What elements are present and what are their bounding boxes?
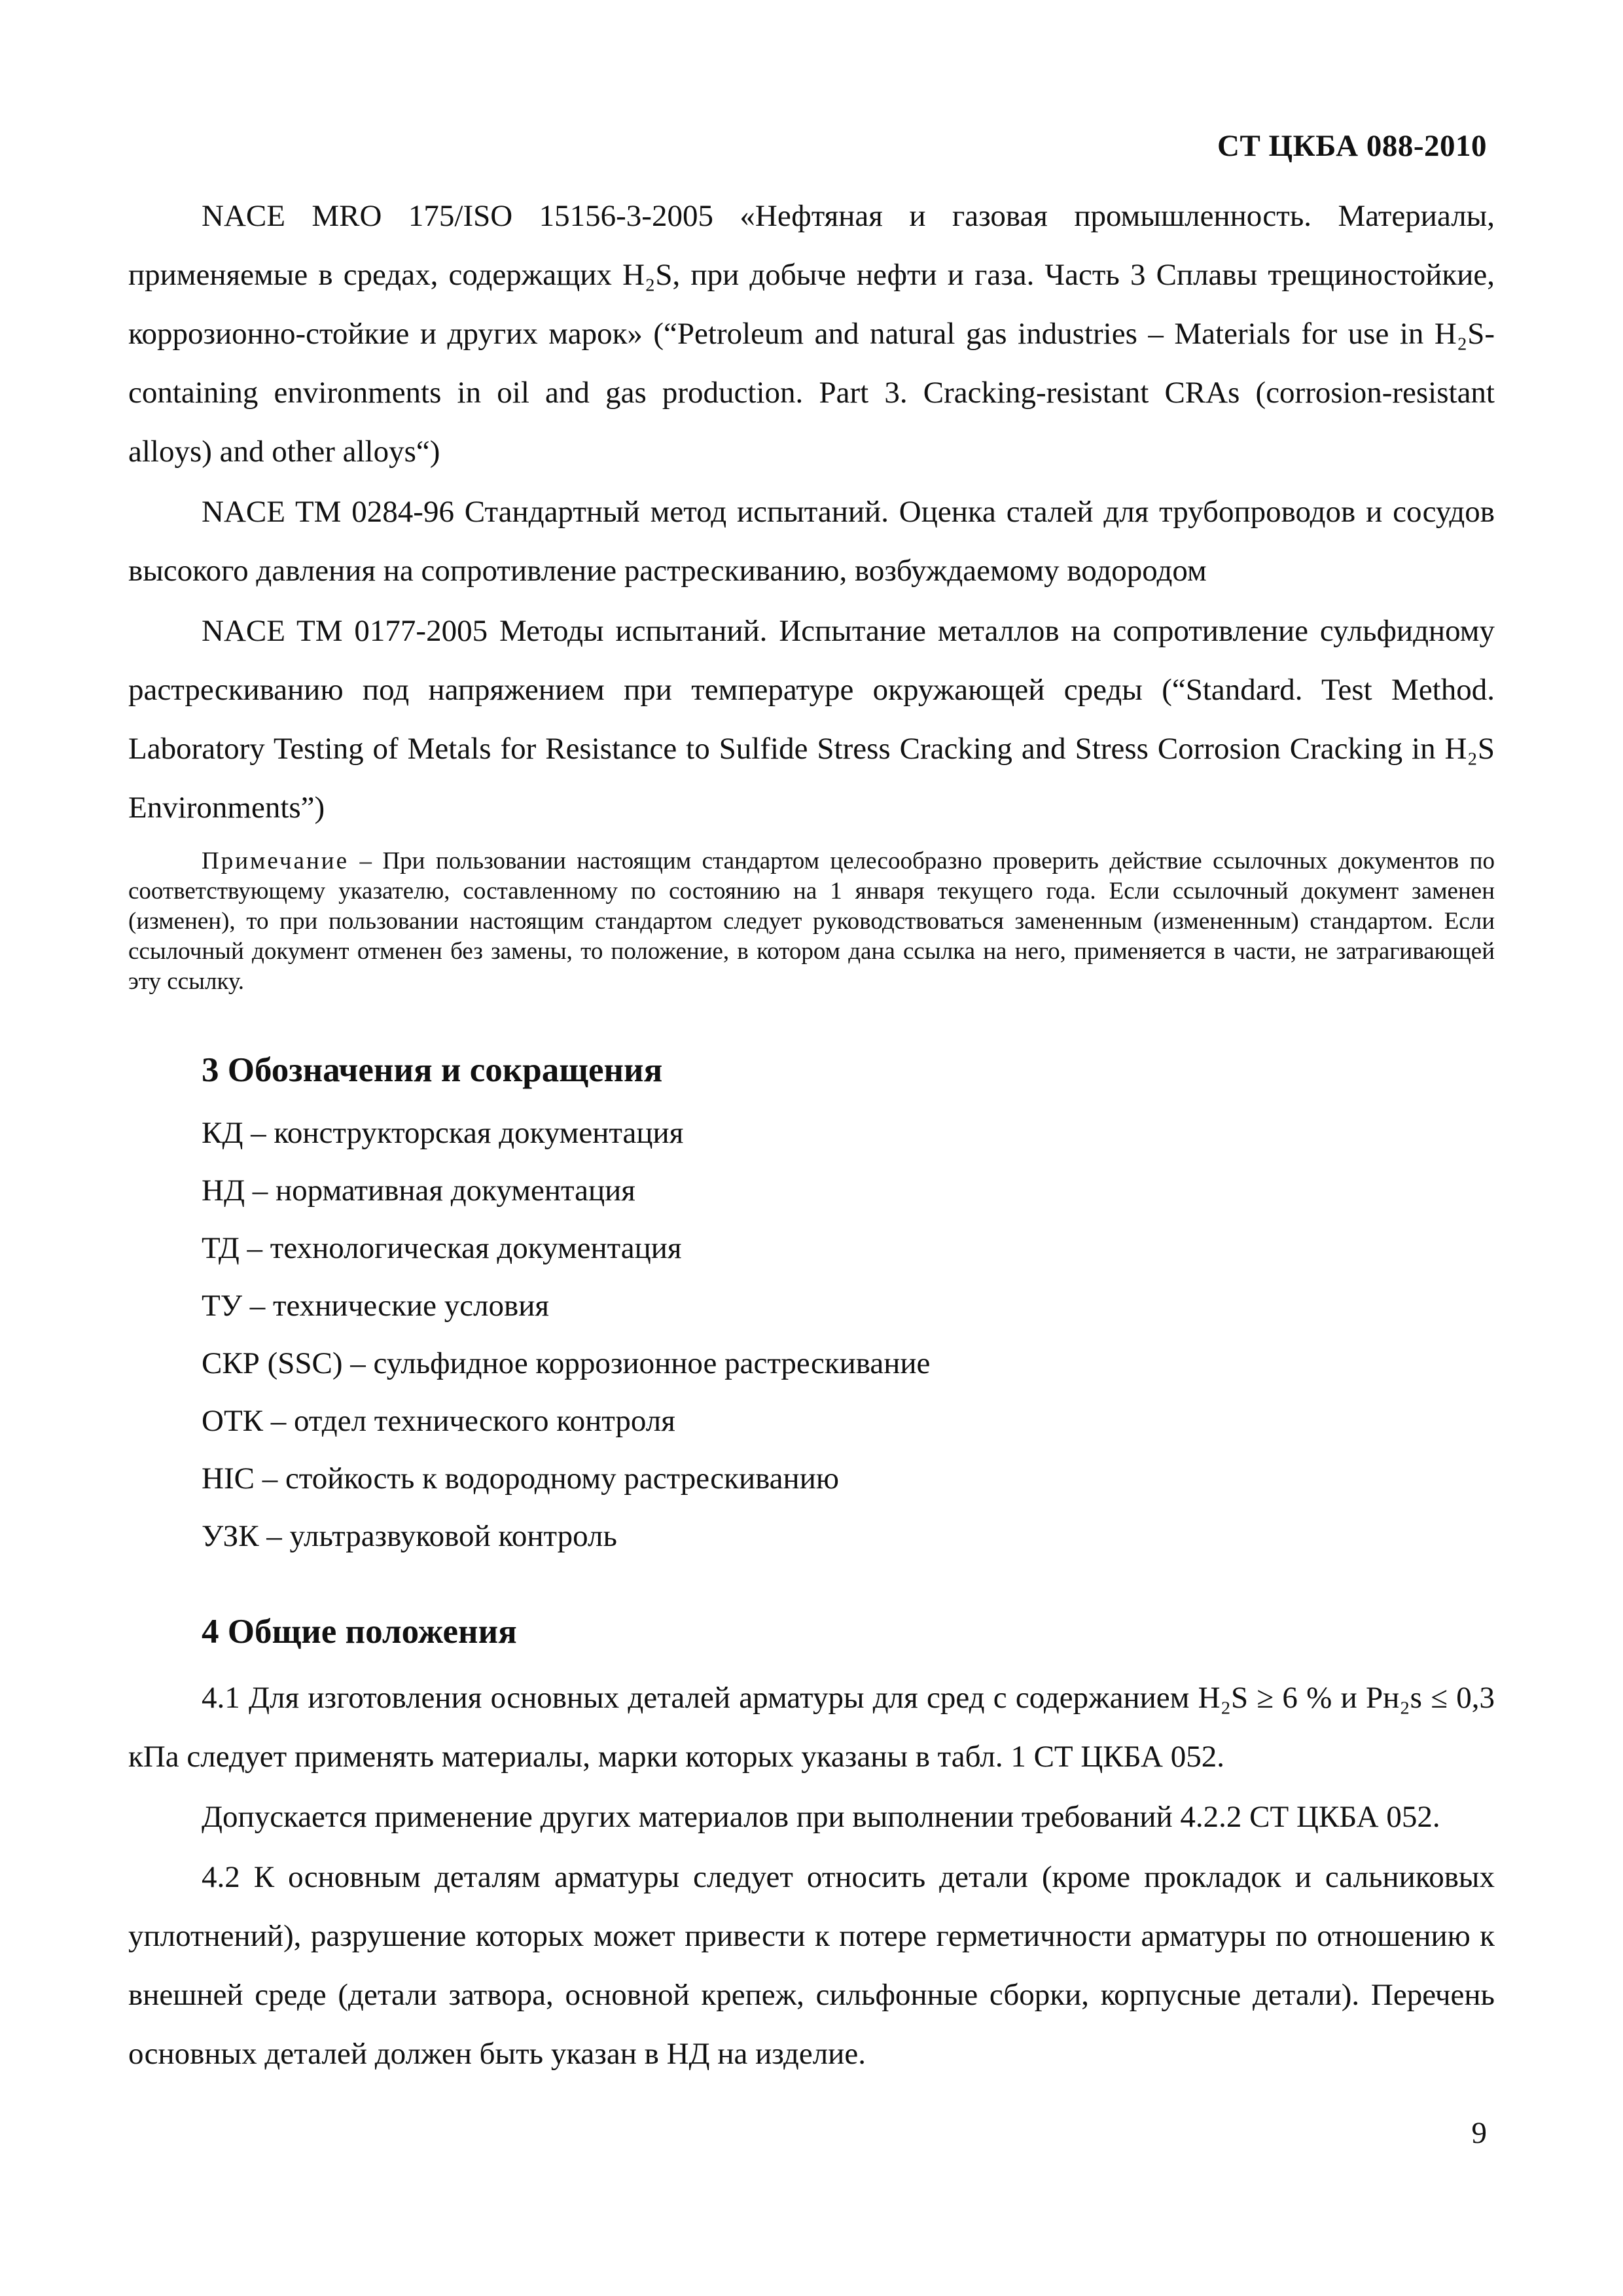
abbreviation-item: ОТК – отдел технического контроля: [202, 1404, 675, 1438]
section-4-heading: 4 Общие положения: [202, 1613, 517, 1651]
section-3-heading: 3 Обозначения и сокращения: [202, 1051, 663, 1089]
page-number: 9: [1471, 2116, 1487, 2150]
abbreviation-item: НД – нормативная документация: [202, 1174, 635, 1208]
note-label: Примечание: [202, 848, 349, 874]
reference-nace-tm0284: NACE TM 0284-96 Стандартный метод испытаний. Оценка сталей для трубопроводов и сосудов высокого давления на сопротивление растрескиванию, возбуждаемому водородом: [128, 495, 1495, 588]
clause-4-2: 4.2 К основным деталям арматуры следует относить детали (кроме прокладок и сальниковых уплотнений), разрушение которых может привести к потере герметичности арматуры по отношению к внешней среде (детали затвора, основной крепеж, сильфонные сборки, корпусные детали). Перечень основных деталей должен быть указан в НД на изделие.: [128, 1860, 1495, 2071]
reference-nace-mr0175: NACE MRO 175/ISO 15156-3-2005 «Нефтяная и газовая промышленность. Материалы, применяемые в средах, содержащих H₂S, при добыче нефти и газа. Часть 3 Сплавы трещиностойкие, коррозионно-стойкие и других марок» (“Petroleum and natural gas industries – Materials for use in H₂S-containing environments in oil and gas production. Part 3. Cracking-resistant CRAs (corrosion-resistant alloys) and other alloys“): [128, 199, 1495, 469]
clause-4-1-allowance: Допускается применение других материалов при выполнении требований 4.2.2 СТ ЦКБА 052.: [202, 1800, 1440, 1834]
reference-note: [128, 846, 1495, 997]
abbreviation-item: ТУ – технические условия: [202, 1289, 549, 1323]
page-content: [128, 187, 1495, 2083]
document-code-header: СТ ЦКБА 088-2010: [1217, 129, 1487, 163]
abbreviation-list: [128, 1104, 1495, 1565]
reference-nace-tm0177: NACE TM 0177-2005 Методы испытаний. Испытание металлов на сопротивление сульфидному растрескиванию под напряжением при температуре окружающей среды (“Standard. Test Method. Laboratory Testing of Metals for Resistance to Sulfide Stress Cracking and Stress Corrosion Cracking in H₂S Environments”): [128, 614, 1495, 825]
clause-4-1: 4.1 Для изготовления основных деталей арматуры для сред с содержанием H₂S ≥ 6 % и Pн₂s ≤ 0,3 кПа следует применять материалы, марки которых указаны в табл. 1 СТ ЦКБА 052.: [128, 1681, 1495, 1774]
abbreviation-item: СКР (SSC) – сульфидное коррозионное растрескивание: [202, 1346, 931, 1380]
abbreviation-item: HIC – стойкость к водородному растрескиванию: [202, 1462, 839, 1496]
abbreviation-item: ТД – технологическая документация: [202, 1231, 682, 1265]
note-text: – При пользовании настоящим стандартом целесообразно проверить действие ссылочных документов по соответствующему указателю, составленному по состоянию на 1 января текущего года. Если ссылочный документ заменен (изменен), то при пользовании настоящим стандартом следует руководствоваться замененным (измененным) стандартом. Если ссылочный документ отменен без замены, то положение, в котором дана ссылка на него, применяется в части, не затрагивающей эту ссылку.: [128, 848, 1495, 995]
abbreviation-item: УЗК – ультразвуковой контроль: [202, 1519, 617, 1553]
abbreviation-item: КД – конструкторская документация: [202, 1116, 684, 1150]
